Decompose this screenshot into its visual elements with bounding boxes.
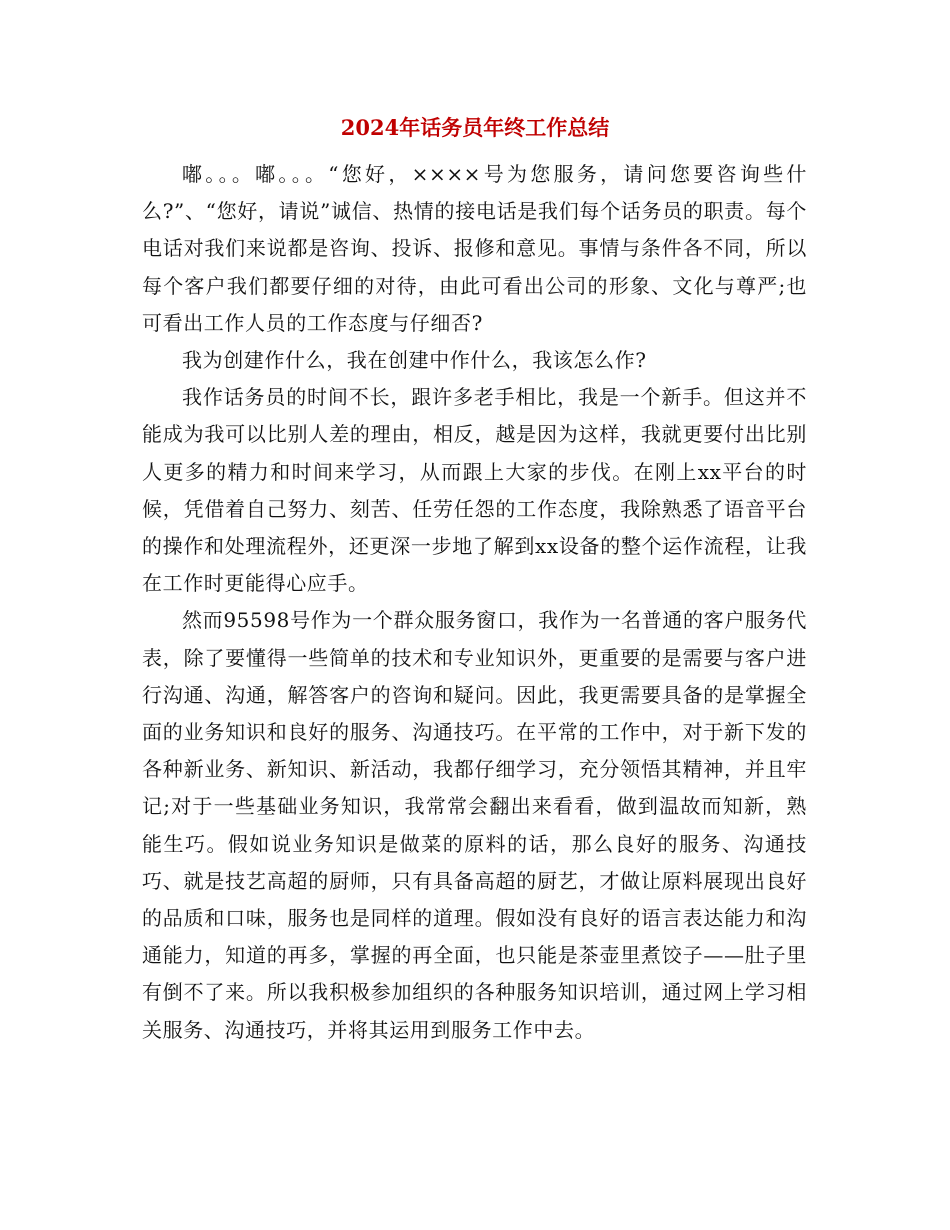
paragraph-4: 然而95598号作为一个群众服务窗口，我作为一名普通的客户服务代表，除了要懂得一些简单的技术和专业知识外，更重要的是需要与客户进行沟通、沟通，解答客户的咨询和疑问。因此，我更需要具备的是掌握全面的业务知识和良好的服务、沟通技巧。在平常的工作中，对于新下发的各种新业务、新知识、新活动，我都仔细学习，充分领悟其精神，并且牢记;对于一些基础业务知识，我常常会翻出来看看，做到温故而知新，熟能生巧。假如说业务知识是做菜的原料的话，那么良好的服务、沟通技巧、就是技艺高超的厨师，只有具备高超的厨艺，才做让原料展现出良好的品质和口味，服务也是同样的道理。假如没有良好的语言表达能力和沟通能力，知道的再多，掌握的再全面，也只能是茶壶里煮饺子——肚子里有倒不了来。所以我积极参加组织的各种服务知识培训，通过网上学习相关服务、沟通技巧，并将其运用到服务工作中去。 <box>142 608 807 1042</box>
document-body <box>142 156 807 1049</box>
document-title: 2024年话务员年终工作总结 <box>340 115 610 140</box>
paragraph-3: 我作话务员的时间不长，跟许多老手相比，我是一个新手。但这并不能成为我可以比别人差的理由，相反，越是因为这样，我就更要付出比别人更多的精力和时间来学习，从而跟上大家的步伐。在刚上xx平台的时候，凭借着自己努力、刻苦、任劳任怨的工作态度，我除熟悉了语音平台的操作和处理流程外，还更深一步地了解到xx设备的整个运作流程，让我在工作时更能得心应手。 <box>142 385 807 596</box>
paragraph-2: 我为创建作什么，我在创建中作什么，我该怎么作? <box>182 348 647 373</box>
paragraph-1: 嘟。。。嘟。。。“您好，××××号为您服务，请问您要咨询些什么?”、“您好，请说”诚信、热情的接电话是我们每个话务员的职责。每个电话对我们来说都是咨询、投诉、报修和意见。事情与条件各不同，所以每个客户我们都要仔细的对待，由此可看出公司的形象、文化与尊严;也可看出工作人员的工作态度与仔细否? <box>142 162 807 335</box>
